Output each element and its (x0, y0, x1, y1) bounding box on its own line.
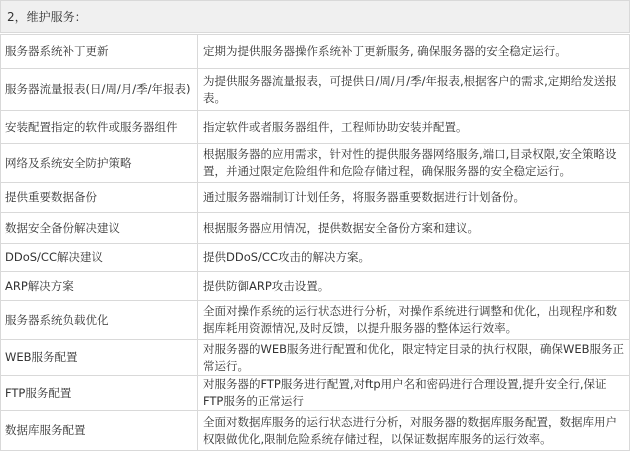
service-description: 根据服务器应用情况，提供数据安全备份方案和建议。 (198, 213, 630, 244)
table-row (1, 69, 630, 111)
service-name: 服务器流量报表(日/周/月/季/年报表) (1, 69, 198, 111)
table-row (1, 183, 630, 213)
service-description: 根据服务器的应用需求，针对性的提供服务器网络服务,端口,目录权限,安全策略设置，并通过限定危险组件和危险存储过程，确保服务器的安全稳定运行。 (198, 144, 630, 183)
service-description: 定期为提供服务器操作系统补丁更新服务, 确保服务器的安全稳定运行。 (198, 35, 630, 69)
service-description: 通过服务器端制订计划任务，将服务器重要数据进行计划备份。 (198, 183, 630, 213)
service-name: FTP服务配置 (1, 376, 198, 411)
table-row (1, 376, 630, 411)
section-title: 2，维护服务： (0, 0, 630, 33)
service-name: 数据安全备份解决建议 (1, 213, 198, 244)
service-name: 数据库服务配置 (1, 411, 198, 451)
service-description: 全面对操作系统的运行状态进行分析，对操作系统进行调整和优化，出现程序和数据库耗用资源情况,及时反馈，以提升服务器的整体运行效率。 (198, 301, 630, 340)
service-name: DDoS/CC解决建议 (1, 244, 198, 272)
table-row (1, 111, 630, 144)
service-name: 服务器系统补丁更新 (1, 35, 198, 69)
table-row (1, 301, 630, 340)
service-name: 提供重要数据备份 (1, 183, 198, 213)
service-description: 对服务器的WEB服务进行配置和优化，限定特定目录的执行权限，确保WEB服务正常运行。 (198, 340, 630, 376)
service-name: WEB服务配置 (1, 340, 198, 376)
service-name: 网络及系统安全防护策略 (1, 144, 198, 183)
service-description: 为提供服务器流量报表，可提供日/周/月/季/年报表,根据客户的需求,定期给发送报表。 (198, 69, 630, 111)
table-row (1, 272, 630, 301)
service-name: ARP解决方案 (1, 272, 198, 301)
service-name: 安装配置指定的软件或服务器组件 (1, 111, 198, 144)
table-row (1, 144, 630, 183)
service-description: 提供防御ARP攻击设置。 (198, 272, 630, 301)
services-table (0, 34, 630, 451)
table-row (1, 340, 630, 376)
table-row (1, 411, 630, 451)
table-row (1, 35, 630, 69)
service-description: 指定软件或者服务器组件，工程师协助安装并配置。 (198, 111, 630, 144)
service-description: 全面对数据库服务的运行状态进行分析，对服务器的数据库服务配置，数据库用户权限做优化,限制危险系统存储过程，以保证数据库服务的运行效率。 (198, 411, 630, 451)
table-row (1, 244, 630, 272)
table-row (1, 213, 630, 244)
service-name: 服务器系统负载优化 (1, 301, 198, 340)
service-description: 对服务器的FTP服务进行配置,对ftp用户名和密码进行合理设置,提升安全行,保证FTP服务的正常运行 (198, 376, 630, 411)
service-description: 提供DDoS/CC攻击的解决方案。 (198, 244, 630, 272)
